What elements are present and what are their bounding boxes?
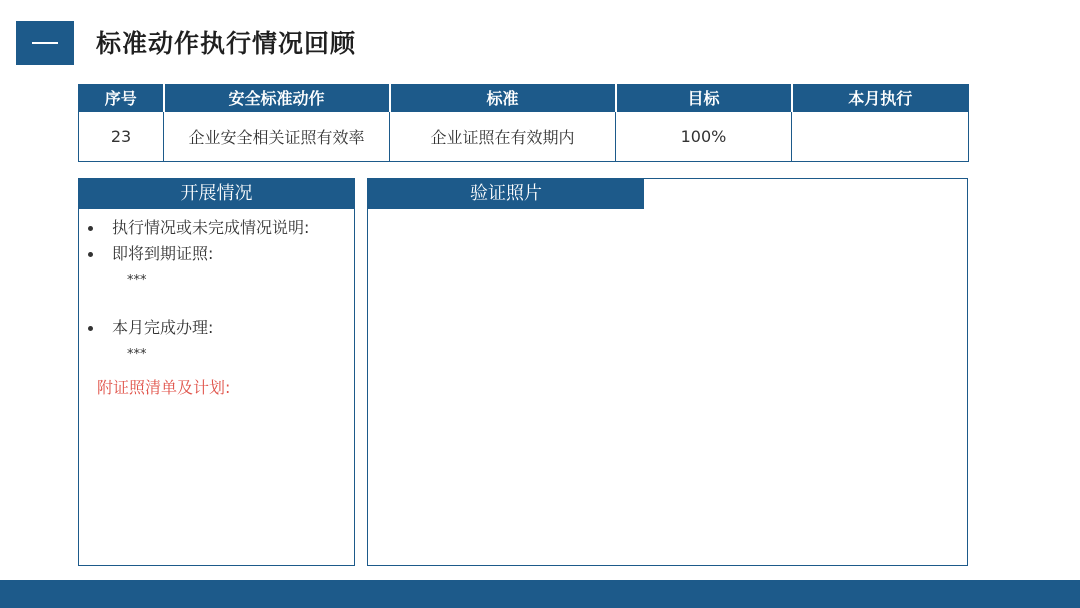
cell-monthly-execution[interactable] — [792, 111, 969, 161]
table-row — [79, 111, 969, 161]
photo-panel — [367, 178, 968, 566]
progress-panel-body — [79, 209, 354, 403]
list-item-label: 即将到期证照: — [112, 244, 214, 263]
column-header-target: 目标 — [616, 84, 792, 111]
spacer — [79, 295, 354, 315]
photo-panel-title: 验证照片 — [368, 179, 644, 209]
section-number-dash — [32, 42, 58, 44]
section-number-badge — [16, 21, 74, 65]
column-header-seq: 序号 — [79, 84, 164, 111]
progress-panel — [78, 178, 355, 566]
table-header-row — [79, 84, 969, 111]
list-item — [79, 215, 354, 241]
list-item-detail: *** — [127, 347, 147, 362]
list-item-detail: *** — [127, 273, 147, 288]
standard-action-table — [78, 84, 969, 162]
column-header-standard: 标准 — [390, 84, 616, 111]
cell-target: 100% — [616, 111, 792, 161]
cell-standard: 企业证照在有效期内 — [390, 111, 616, 161]
progress-panel-title: 开展情况 — [79, 179, 354, 209]
page-title: 标准动作执行情况回顾 — [96, 29, 357, 58]
bullet-icon — [88, 226, 93, 231]
cell-action: 企业安全相关证照有效率 — [164, 111, 390, 161]
attachment-note: 附证照清单及计划: — [97, 378, 231, 397]
cell-seq: 23 — [79, 111, 164, 161]
footer-bar — [0, 580, 1080, 608]
photo-area[interactable] — [368, 209, 967, 565]
list-item-label: 执行情况或未完成情况说明: — [112, 218, 310, 237]
column-header-monthly-execution: 本月执行 — [792, 84, 969, 111]
bullet-icon — [88, 326, 93, 331]
column-header-action: 安全标准动作 — [164, 84, 390, 111]
list-item-label: 本月完成办理: — [112, 318, 214, 337]
bullet-icon — [88, 252, 93, 257]
list-item — [79, 241, 354, 267]
list-item — [79, 315, 354, 341]
